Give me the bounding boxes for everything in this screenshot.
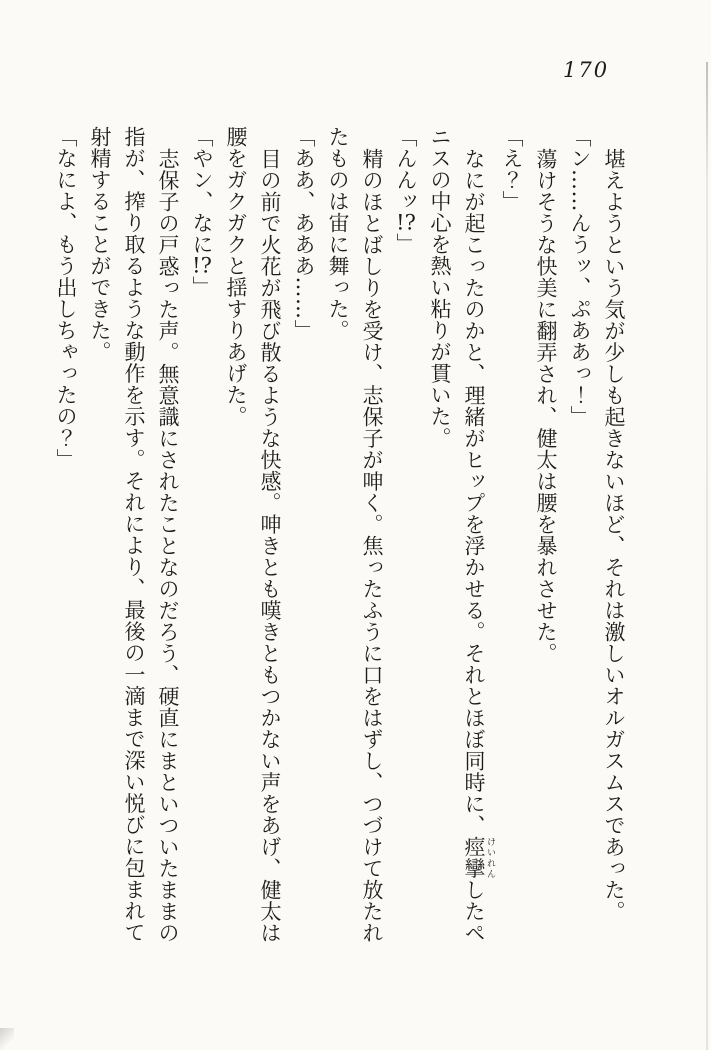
text-line: ニスの中心を熱い粘りが貫いた。 — [428, 126, 452, 449]
text-line: 指が、搾り取るような動作を示す。それにより、最後の一滴まで深い悦びに包まれて — [122, 126, 146, 943]
text-line: 「ああ、あああ……」 — [292, 126, 316, 341]
text-line: 「やン、なに!?」 — [190, 126, 214, 298]
text-line: 蕩けそうな快美に翻弄され、健太は腰を暴れさせた。 — [534, 147, 558, 664]
tate-chu-yoko: !? — [396, 212, 416, 233]
text-line: 精のほとばしりを受け、志保子が呻く。焦ったふうに口をはずし、つづけて放たれ — [360, 147, 384, 943]
text-line: 「ン……んうッ、ぷああっ！」 — [568, 126, 592, 427]
text-line: 腰をガクガクと揺すりあげた。 — [224, 126, 248, 427]
text-line: 堪えようという気が少しも起きないほど、それは激しいオルガスムスであった。 — [602, 147, 626, 922]
text-line: 「なによ、もう出しちゃったの？」 — [54, 126, 78, 470]
scan-corner-artifact — [0, 1028, 14, 1050]
text-line: 射精することができた。 — [88, 126, 112, 363]
tate-chu-yoko: !? — [192, 255, 212, 276]
text-line: 志保子の戸惑った声。無意識にされたことなのだろう、硬直にまといついたままの — [156, 147, 180, 943]
page-text — [49, 126, 631, 990]
text-line: たものは宙に舞った。 — [326, 126, 350, 341]
text-line: 「え？」 — [500, 126, 524, 212]
text-line: 目の前で火花が飛び散るような快感。呻きとも嘆きともつかない声をあげ、健太は — [258, 147, 282, 943]
text-line: なにが起こったのかと、理緒がヒップを浮かせる。それとほぼ同時に、痙攣 けいれんしたペ — [462, 147, 495, 943]
page-edge-shadow — [706, 62, 708, 1050]
ruby-annotated-word: 痙攣 けいれん — [462, 835, 495, 879]
text-line: 「んんッ!?」 — [394, 126, 418, 255]
page-number: 170 — [563, 58, 610, 82]
